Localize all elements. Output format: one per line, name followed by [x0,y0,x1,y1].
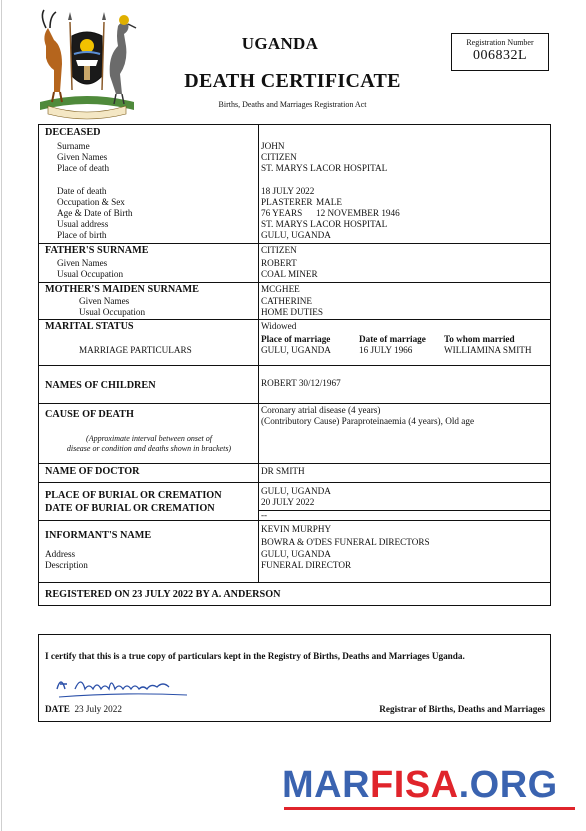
document-title: DEATH CERTIFICATE [184,70,401,92]
cause-note-line2: disease or condition and deaths shown in brackets) [66,444,232,453]
place-of-death-value: ST. MARYS LACOR HOSPITAL [261,163,388,173]
registrar-signature [51,671,191,701]
informant-description-label: Description [45,560,88,570]
row-divider [39,482,550,483]
father-given-names-label: Given Names [57,258,108,268]
marfisa-watermark [282,764,558,807]
marital-status-value: Widowed [261,321,297,331]
father-occupation-label: Usual Occupation [57,269,124,279]
informant-organisation-value: BOWRA & O'DES FUNERAL DIRECTORS [261,537,430,547]
registration-number: 006832L [472,48,528,63]
usual-address-label: Usual address [57,219,109,229]
given-names-label: Given Names [57,152,108,162]
date-of-death-value: 18 JULY 2022 [261,186,315,196]
deceased-heading: DECEASED [45,127,101,138]
watermark-underline [284,807,575,810]
to-whom-married-header: To whom married [444,334,515,344]
to-whom-married-value: WILLIAMINA SMITH [444,345,532,355]
place-of-marriage-value: GULU, UGANDA [261,345,331,355]
age-dob-label: Age & Date of Birth [57,208,133,218]
certification-date [45,704,122,714]
uganda-coat-of-arms-icon [32,6,142,120]
informant-description-value: FUNERAL DIRECTOR [261,560,352,570]
watermark-part3: .ORG [458,764,558,806]
watermark-part2: FISA [370,764,459,806]
date-value: 23 July 2022 [74,704,122,714]
children-heading: NAMES OF CHILDREN [45,380,156,391]
registration-act: Births, Deaths and Marriages Registration Act [218,100,367,109]
place-of-birth-label: Place of birth [57,230,107,240]
informant-name-value: KEVIN MURPHY [261,524,332,534]
mother-occupation-label: Usual Occupation [79,307,146,317]
row-divider [39,582,550,583]
burial-sub-divider [258,510,550,511]
registration-number-box [451,33,549,71]
cause-line1: Coronary atrial disease (4 years) [261,405,381,415]
row-divider [39,463,550,464]
sex-value: MALE [316,197,343,207]
mother-surname-value: MCGHEE [261,284,300,294]
cause-of-death-heading: CAUSE OF DEATH [45,409,134,420]
informant-heading: INFORMANT'S NAME [45,530,152,541]
place-of-death-label: Place of death [57,163,110,173]
occupation-sex-label: Occupation & Sex [57,197,125,207]
father-given-names-value: ROBERT [261,258,297,268]
certification-box [38,634,551,722]
informant-address-label: Address [45,549,76,559]
date-of-marriage-header: Date of marriage [359,334,426,344]
row-divider [39,319,550,320]
registration-number-label: Registration Number [466,38,534,47]
burial-extra-value: -- [261,510,268,520]
registrar-title: Registrar of Births, Deaths and Marriages [379,704,545,714]
given-names-value: CITIZEN [261,152,297,162]
date-of-death-label: Date of death [57,186,107,196]
cause-note-line1: (Approximate interval between onset of [86,434,212,443]
row-divider [39,365,550,366]
watermark-part1: MAR [282,764,371,806]
mother-given-names-label: Given Names [79,296,130,306]
burial-date-heading: DATE OF BURIAL OR CREMATION [45,503,215,514]
date-label: DATE [45,704,70,714]
mother-heading: MOTHER'S MAIDEN SURNAME [45,284,199,295]
marriage-particulars-label: MARRIAGE PARTICULARS [79,345,192,355]
row-divider [39,243,550,244]
doctor-heading: NAME OF DOCTOR [45,466,140,477]
doctor-value: DR SMITH [261,466,305,476]
certification-statement: I certify that this is a true copy of particulars kept in the Registry of Births, Deaths and Marriages Uganda. [45,651,465,661]
place-of-birth-value: GULU, UGANDA [261,230,331,240]
burial-place-value: GULU, UGANDA [261,486,331,496]
father-occupation-value: COAL MINER [261,269,318,279]
mother-given-names-value: CATHERINE [261,296,313,306]
country-title: UGANDA [241,34,319,53]
registered-line: REGISTERED ON 23 JULY 2022 BY A. ANDERSON [45,589,281,600]
row-divider [39,403,550,404]
row-divider [39,282,550,283]
occupation-value: PLASTERER [261,197,313,207]
father-surname-value: CITIZEN [261,245,297,255]
age-value: 76 YEARS [261,208,303,218]
burial-date-value: 20 JULY 2022 [261,497,315,507]
surname-label: Surname [57,141,90,151]
mother-occupation-value: HOME DUTIES [261,307,324,317]
row-divider [39,520,550,521]
usual-address-value: ST. MARYS LACOR HOSPITAL [261,219,388,229]
informant-address-value: GULU, UGANDA [261,549,331,559]
particulars-table [38,124,551,606]
place-of-marriage-header: Place of marriage [261,334,331,344]
column-divider [258,125,259,582]
page-edge-rule [1,0,2,831]
children-value: ROBERT 30/12/1967 [261,378,341,388]
date-of-marriage-value: 16 JULY 1966 [359,345,413,355]
burial-place-heading: PLACE OF BURIAL OR CREMATION [45,490,222,501]
surname-value: JOHN [261,141,285,151]
cause-line2: (Contributory Cause) Paraproteinaemia (4 years), Old age [261,416,475,426]
dob-value: 12 NOVEMBER 1946 [316,208,400,218]
marital-status-heading: MARITAL STATUS [45,321,134,332]
father-heading: FATHER'S SURNAME [45,245,149,256]
